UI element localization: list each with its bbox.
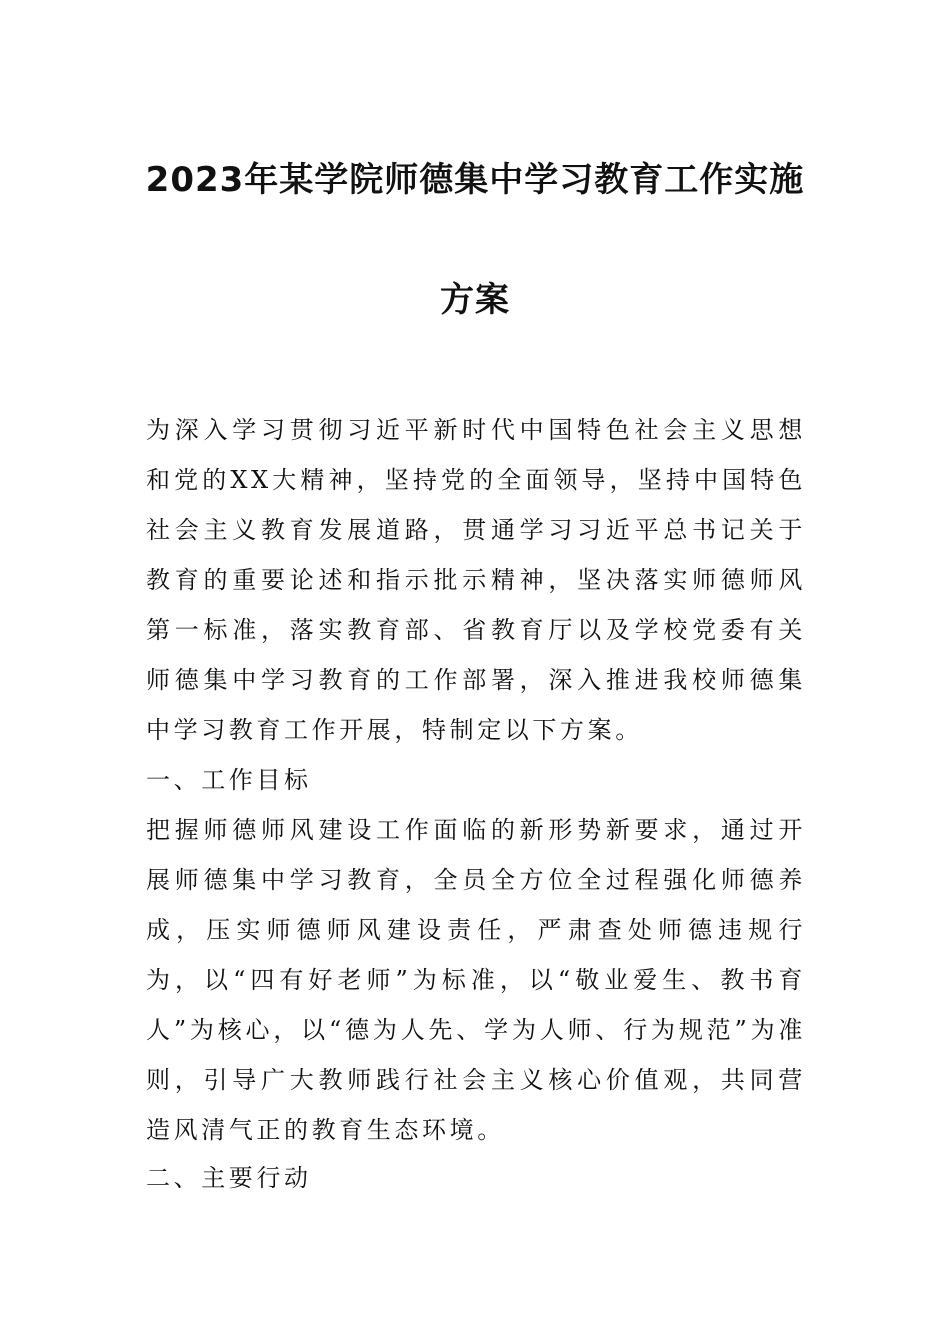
intro-paragraph: 为深入学习贯彻习近平新时代中国特色社会主义思想和党的XX大精神，坚持党的全面领导，坚持中国特色社会主义教育发展道路，贯通学习习近平总书记关于教育的重要论述和指示批示精神，坚决落实师德师风第一标准，落实教育部、省教育厅以及学校党委有关师德集中学习教育的工作部署，深入推进我校师德集中学习教育工作开展，特制定以下方案。: [146, 416, 806, 744]
section-heading-work-goals: 一、工作目标: [146, 766, 312, 794]
work-goals-paragraph: 把握师德师风建设工作面临的新形势新要求，通过开展师德集中学习教育，全员全方位全过程强化师德养成，压实师德师风建设责任，严肃查处师德违规行为，以“四有好老师”为标准，以“敬业爱生、教书育人”为核心，以“德为人先、学为人师、行为规范”为准则，引导广大教师践行社会主义核心价值观，共同营造风清气正的教育生态环境。: [146, 816, 806, 1144]
document-title-line-2: 方案: [440, 280, 510, 320]
document-title-line-1: 2023年某学院师德集中学习教育工作实施: [145, 160, 805, 200]
section-heading-main-actions: 二、主要行动: [146, 1164, 312, 1192]
